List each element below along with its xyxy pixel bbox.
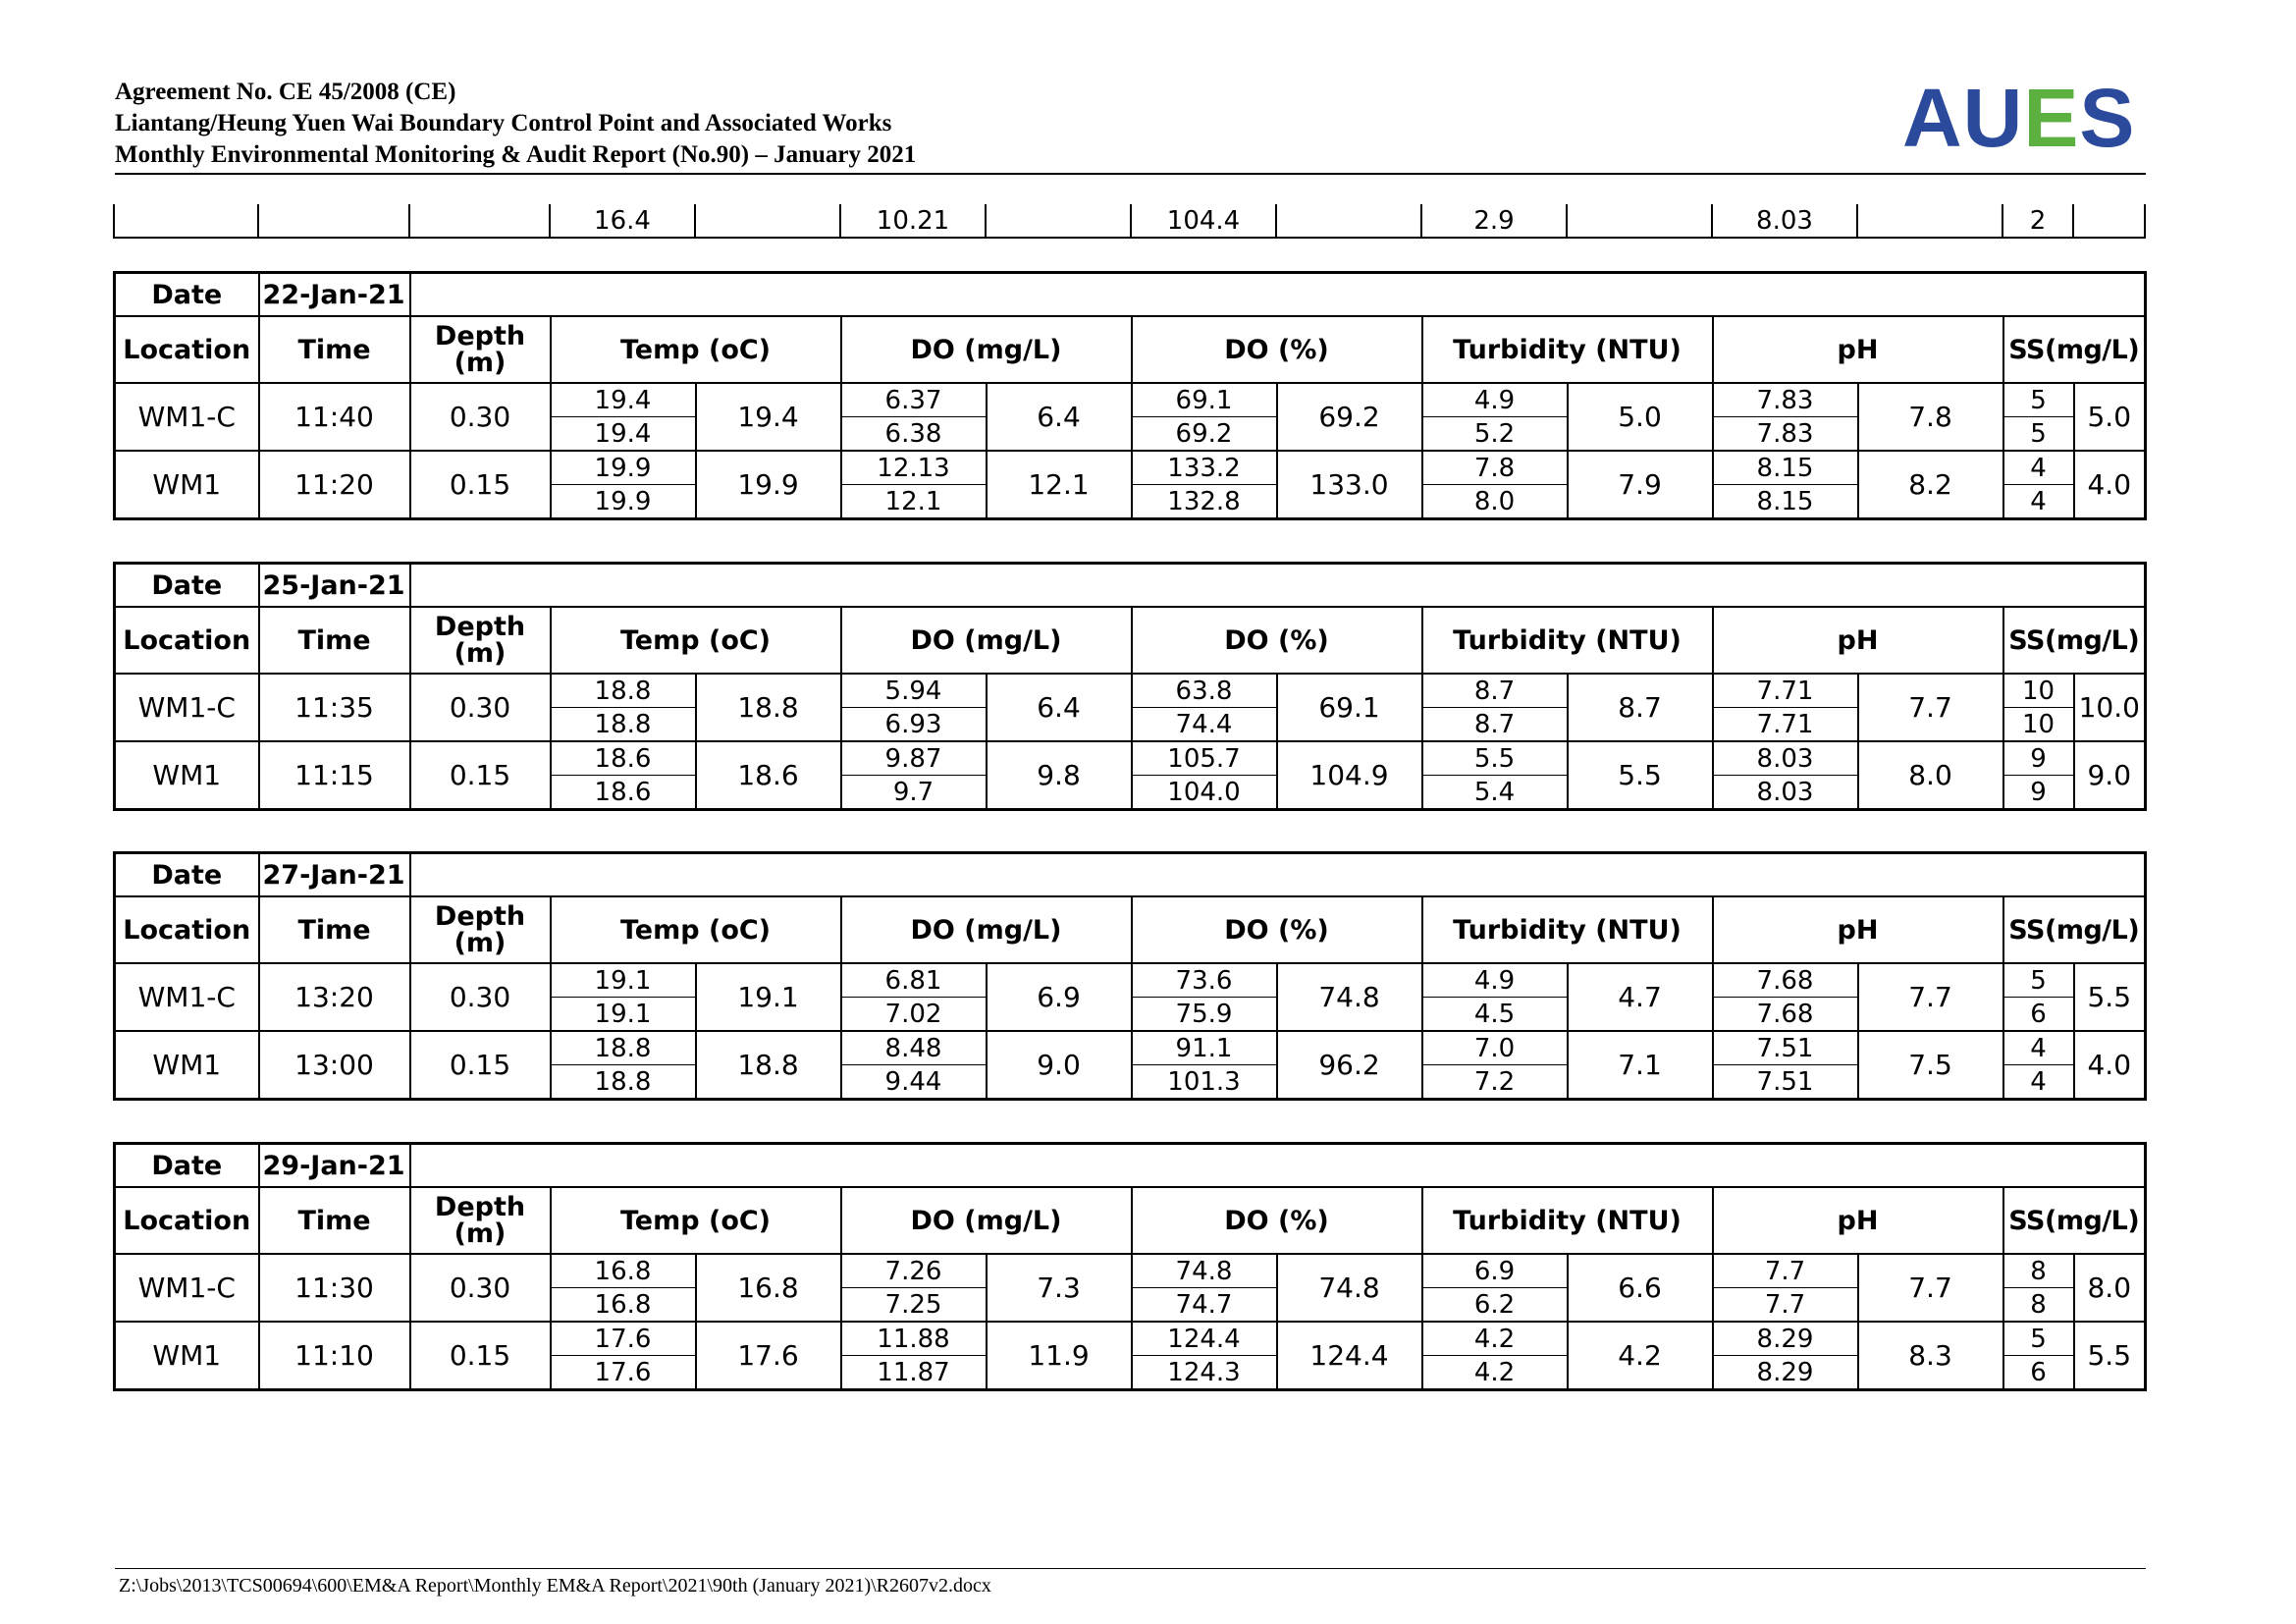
turbidity-header: Turbidity (NTU) xyxy=(1422,607,1713,674)
continuation-cell xyxy=(409,204,550,238)
do-pct-reading-1: 63.8 xyxy=(1132,674,1277,708)
measurement-row xyxy=(115,451,2146,485)
ss-reading-2: 6 xyxy=(2003,1356,2074,1390)
temp-reading-2: 18.8 xyxy=(551,708,696,742)
temp-reading-2: 18.6 xyxy=(551,776,696,810)
temp-reading-1: 18.8 xyxy=(551,674,696,708)
temp-reading-2: 19.1 xyxy=(551,998,696,1032)
do-pct-header: DO (%) xyxy=(1132,896,1422,963)
turbidity-reading-2: 8.0 xyxy=(1422,485,1568,519)
do-mgl-header: DO (mg/L) xyxy=(841,316,1132,383)
temp-header: Temp (oC) xyxy=(551,607,841,674)
do-pct-reading-2: 104.0 xyxy=(1132,776,1277,810)
do-pct-reading-2: 74.7 xyxy=(1132,1288,1277,1323)
ph-header: pH xyxy=(1713,316,2003,383)
do-pct-reading-1: 73.6 xyxy=(1132,963,1277,998)
temp-average: 16.8 xyxy=(696,1254,841,1322)
do-mgl-reading-2: 9.7 xyxy=(841,776,987,810)
do-mgl-reading-2: 12.1 xyxy=(841,485,987,519)
footer-file-path: Z:\Jobs\2013\TCS00694\600\EM&A Report\Monthly EM&A Report\2021\90th (January 2021)\R2607v2.docx xyxy=(119,1575,991,1597)
depth-header: Depth (m) xyxy=(410,896,551,963)
do-pct-reading-2: 75.9 xyxy=(1132,998,1277,1032)
ss-average: 10.0 xyxy=(2074,674,2146,741)
ss-average: 9.0 xyxy=(2074,741,2146,810)
do-pct-average: 104.9 xyxy=(1277,741,1422,810)
monitoring-table xyxy=(113,562,2147,811)
measurement-row xyxy=(115,1254,2146,1288)
turbidity-reading-1: 7.0 xyxy=(1422,1031,1568,1065)
continuation-cell xyxy=(1567,204,1712,238)
ss-reading-1: 5 xyxy=(2003,1322,2074,1356)
temp-reading-1: 19.4 xyxy=(551,383,696,417)
time-cell: 11:20 xyxy=(259,451,410,519)
ph-reading-2: 7.68 xyxy=(1713,998,1858,1032)
ph-reading-1: 7.71 xyxy=(1713,674,1858,708)
do-pct-reading-1: 74.8 xyxy=(1132,1254,1277,1288)
continuation-cell: 2 xyxy=(2002,204,2073,238)
depth-cell: 0.15 xyxy=(410,1031,551,1100)
turbidity-reading-2: 4.2 xyxy=(1422,1356,1568,1390)
location-cell: WM1 xyxy=(115,741,259,810)
turbidity-reading-1: 6.9 xyxy=(1422,1254,1568,1288)
do-pct-average: 69.2 xyxy=(1277,383,1422,451)
temp-reading-2: 19.9 xyxy=(551,485,696,519)
do-mgl-reading-1: 5.94 xyxy=(841,674,987,708)
measurement-row xyxy=(115,1322,2146,1356)
continuation-cell xyxy=(1857,204,2002,238)
ss-reading-1: 4 xyxy=(2003,451,2074,485)
time-header: Time xyxy=(259,607,410,674)
do-mgl-header: DO (mg/L) xyxy=(841,1187,1132,1254)
depth-header: Depth (m) xyxy=(410,316,551,383)
ph-average: 7.7 xyxy=(1858,674,2003,741)
do-pct-reading-1: 105.7 xyxy=(1132,741,1277,776)
do-pct-average: 74.8 xyxy=(1277,963,1422,1031)
date-value: 27-Jan-21 xyxy=(259,853,410,897)
continuation-cell: 16.4 xyxy=(550,204,695,238)
date-row xyxy=(115,1144,2146,1188)
do-pct-reading-2: 124.3 xyxy=(1132,1356,1277,1390)
temp-reading-2: 17.6 xyxy=(551,1356,696,1390)
monitoring-table xyxy=(113,1142,2147,1391)
turbidity-average: 7.1 xyxy=(1568,1031,1713,1100)
turbidity-header: Turbidity (NTU) xyxy=(1422,896,1713,963)
do-pct-reading-2: 69.2 xyxy=(1132,417,1277,452)
ss-header: SS(mg/L) xyxy=(2003,1187,2146,1254)
column-header-row xyxy=(115,1187,2146,1254)
turbidity-reading-1: 5.5 xyxy=(1422,741,1568,776)
turbidity-average: 4.2 xyxy=(1568,1322,1713,1390)
do-pct-reading-2: 101.3 xyxy=(1132,1065,1277,1100)
report-title: Monthly Environmental Monitoring & Audit Report (No.90) – January 2021 xyxy=(115,141,917,168)
header-rule xyxy=(115,173,2146,175)
temp-average: 17.6 xyxy=(696,1322,841,1390)
report-header xyxy=(115,77,916,171)
turbidity-reading-2: 6.2 xyxy=(1422,1288,1568,1323)
temp-reading-1: 16.8 xyxy=(551,1254,696,1288)
ss-average: 5.0 xyxy=(2074,383,2146,451)
ss-reading-2: 8 xyxy=(2003,1288,2074,1323)
do-mgl-average: 9.0 xyxy=(987,1031,1132,1100)
location-cell: WM1-C xyxy=(115,963,259,1031)
continuation-cell xyxy=(258,204,409,238)
agreement-number: Agreement No. CE 45/2008 (CE) xyxy=(115,79,456,105)
ph-average: 7.5 xyxy=(1858,1031,2003,1100)
ss-average: 5.5 xyxy=(2074,1322,2146,1390)
ph-reading-1: 7.7 xyxy=(1713,1254,1858,1288)
ph-reading-2: 7.7 xyxy=(1713,1288,1858,1323)
location-cell: WM1-C xyxy=(115,383,259,451)
do-pct-reading-2: 74.4 xyxy=(1132,708,1277,742)
location-cell: WM1-C xyxy=(115,674,259,741)
do-mgl-average: 6.4 xyxy=(987,674,1132,741)
depth-cell: 0.30 xyxy=(410,963,551,1031)
temp-reading-1: 19.1 xyxy=(551,963,696,998)
measurement-row xyxy=(115,741,2146,776)
continuation-cell xyxy=(986,204,1131,238)
continuation-cell xyxy=(1276,204,1421,238)
location-header: Location xyxy=(115,316,259,383)
time-header: Time xyxy=(259,1187,410,1254)
time-cell: 13:20 xyxy=(259,963,410,1031)
ss-reading-1: 5 xyxy=(2003,963,2074,998)
continuation-cell xyxy=(114,204,258,238)
ph-reading-2: 7.71 xyxy=(1713,708,1858,742)
ph-reading-1: 8.03 xyxy=(1713,741,1858,776)
temp-average: 18.6 xyxy=(696,741,841,810)
temp-average: 18.8 xyxy=(696,1031,841,1100)
ph-reading-2: 8.15 xyxy=(1713,485,1858,519)
temp-reading-2: 16.8 xyxy=(551,1288,696,1323)
date-row xyxy=(115,564,2146,608)
temp-header: Temp (oC) xyxy=(551,896,841,963)
location-header: Location xyxy=(115,896,259,963)
do-mgl-reading-2: 11.87 xyxy=(841,1356,987,1390)
depth-header: Depth (m) xyxy=(410,607,551,674)
ss-average: 4.0 xyxy=(2074,1031,2146,1100)
do-mgl-reading-1: 9.87 xyxy=(841,741,987,776)
turbidity-header: Turbidity (NTU) xyxy=(1422,316,1713,383)
temp-header: Temp (oC) xyxy=(551,316,841,383)
ph-average: 8.2 xyxy=(1858,451,2003,519)
temp-reading-2: 18.8 xyxy=(551,1065,696,1100)
ss-reading-2: 4 xyxy=(2003,485,2074,519)
depth-cell: 0.30 xyxy=(410,674,551,741)
temp-header: Temp (oC) xyxy=(551,1187,841,1254)
date-row-blank xyxy=(410,853,2146,897)
temp-reading-1: 19.9 xyxy=(551,451,696,485)
do-pct-average: 69.1 xyxy=(1277,674,1422,741)
do-mgl-reading-2: 6.38 xyxy=(841,417,987,452)
ph-average: 8.3 xyxy=(1858,1322,2003,1390)
date-label: Date xyxy=(115,853,259,897)
date-row-blank xyxy=(410,273,2146,317)
location-header: Location xyxy=(115,607,259,674)
temp-reading-2: 19.4 xyxy=(551,417,696,452)
temp-reading-1: 18.6 xyxy=(551,741,696,776)
ph-reading-1: 7.68 xyxy=(1713,963,1858,998)
ph-average: 8.0 xyxy=(1858,741,2003,810)
continuation-row xyxy=(114,204,2145,238)
turbidity-average: 4.7 xyxy=(1568,963,1713,1031)
temp-average: 19.9 xyxy=(696,451,841,519)
turbidity-reading-1: 7.8 xyxy=(1422,451,1568,485)
ss-reading-2: 4 xyxy=(2003,1065,2074,1100)
ph-reading-1: 8.29 xyxy=(1713,1322,1858,1356)
ph-header: pH xyxy=(1713,607,2003,674)
time-cell: 13:00 xyxy=(259,1031,410,1100)
do-mgl-reading-2: 6.93 xyxy=(841,708,987,742)
location-cell: WM1 xyxy=(115,1322,259,1390)
measurement-row xyxy=(115,383,2146,417)
ss-average: 5.5 xyxy=(2074,963,2146,1031)
do-mgl-reading-1: 6.37 xyxy=(841,383,987,417)
turbidity-average: 8.7 xyxy=(1568,674,1713,741)
column-header-row xyxy=(115,607,2146,674)
time-cell: 11:10 xyxy=(259,1322,410,1390)
time-cell: 11:30 xyxy=(259,1254,410,1322)
do-mgl-reading-1: 12.13 xyxy=(841,451,987,485)
ss-reading-2: 10 xyxy=(2003,708,2074,742)
time-cell: 11:40 xyxy=(259,383,410,451)
do-pct-header: DO (%) xyxy=(1132,1187,1422,1254)
continuation-cell: 104.4 xyxy=(1131,204,1276,238)
do-mgl-reading-2: 9.44 xyxy=(841,1065,987,1100)
continuation-cell: 2.9 xyxy=(1421,204,1567,238)
temp-average: 19.4 xyxy=(696,383,841,451)
depth-cell: 0.15 xyxy=(410,451,551,519)
do-mgl-average: 7.3 xyxy=(987,1254,1132,1322)
ph-reading-2: 7.51 xyxy=(1713,1065,1858,1100)
do-pct-reading-1: 133.2 xyxy=(1132,451,1277,485)
do-pct-average: 133.0 xyxy=(1277,451,1422,519)
turbidity-reading-1: 4.9 xyxy=(1422,963,1568,998)
depth-cell: 0.30 xyxy=(410,1254,551,1322)
do-pct-reading-1: 91.1 xyxy=(1132,1031,1277,1065)
date-value: 29-Jan-21 xyxy=(259,1144,410,1188)
measurement-row xyxy=(115,1031,2146,1065)
do-mgl-average: 6.4 xyxy=(987,383,1132,451)
do-pct-header: DO (%) xyxy=(1132,316,1422,383)
ss-average: 8.0 xyxy=(2074,1254,2146,1322)
ph-reading-2: 7.83 xyxy=(1713,417,1858,452)
do-mgl-header: DO (mg/L) xyxy=(841,896,1132,963)
temp-average: 18.8 xyxy=(696,674,841,741)
continuation-cell xyxy=(695,204,840,238)
turbidity-average: 5.0 xyxy=(1568,383,1713,451)
monitoring-table xyxy=(113,271,2147,520)
depth-header: Depth (m) xyxy=(410,1187,551,1254)
depth-cell: 0.15 xyxy=(410,1322,551,1390)
aues-logo: AUES xyxy=(1902,72,2136,164)
monitoring-table xyxy=(113,851,2147,1101)
ph-header: pH xyxy=(1713,896,2003,963)
time-header: Time xyxy=(259,896,410,963)
column-header-row xyxy=(115,316,2146,383)
continuation-row-table xyxy=(113,204,2146,239)
do-mgl-header: DO (mg/L) xyxy=(841,607,1132,674)
turbidity-average: 6.6 xyxy=(1568,1254,1713,1322)
time-header: Time xyxy=(259,316,410,383)
project-title: Liantang/Heung Yuen Wai Boundary Control Point and Associated Works xyxy=(115,110,892,136)
ss-reading-1: 8 xyxy=(2003,1254,2074,1288)
ph-reading-1: 7.51 xyxy=(1713,1031,1858,1065)
do-pct-average: 124.4 xyxy=(1277,1322,1422,1390)
ss-header: SS(mg/L) xyxy=(2003,316,2146,383)
ph-average: 7.7 xyxy=(1858,963,2003,1031)
location-cell: WM1-C xyxy=(115,1254,259,1322)
ph-reading-1: 7.83 xyxy=(1713,383,1858,417)
ph-average: 7.8 xyxy=(1858,383,2003,451)
time-cell: 11:15 xyxy=(259,741,410,810)
do-pct-reading-1: 124.4 xyxy=(1132,1322,1277,1356)
turbidity-reading-1: 4.9 xyxy=(1422,383,1568,417)
location-cell: WM1 xyxy=(115,1031,259,1100)
time-cell: 11:35 xyxy=(259,674,410,741)
do-mgl-reading-1: 6.81 xyxy=(841,963,987,998)
date-label: Date xyxy=(115,273,259,317)
do-mgl-average: 9.8 xyxy=(987,741,1132,810)
depth-cell: 0.15 xyxy=(410,741,551,810)
do-pct-average: 74.8 xyxy=(1277,1254,1422,1322)
do-pct-average: 96.2 xyxy=(1277,1031,1422,1100)
continuation-cell xyxy=(2073,204,2145,238)
ss-reading-1: 10 xyxy=(2003,674,2074,708)
ss-reading-2: 6 xyxy=(2003,998,2074,1032)
turbidity-average: 5.5 xyxy=(1568,741,1713,810)
ph-average: 7.7 xyxy=(1858,1254,2003,1322)
depth-cell: 0.30 xyxy=(410,383,551,451)
do-pct-reading-2: 132.8 xyxy=(1132,485,1277,519)
ss-reading-1: 5 xyxy=(2003,383,2074,417)
date-row-blank xyxy=(410,564,2146,608)
date-value: 25-Jan-21 xyxy=(259,564,410,608)
turbidity-reading-2: 8.7 xyxy=(1422,708,1568,742)
do-mgl-reading-1: 8.48 xyxy=(841,1031,987,1065)
do-mgl-average: 12.1 xyxy=(987,451,1132,519)
do-mgl-reading-2: 7.25 xyxy=(841,1288,987,1323)
ss-header: SS(mg/L) xyxy=(2003,607,2146,674)
do-mgl-reading-1: 11.88 xyxy=(841,1322,987,1356)
ss-reading-2: 9 xyxy=(2003,776,2074,810)
temp-reading-1: 17.6 xyxy=(551,1322,696,1356)
turbidity-reading-2: 4.5 xyxy=(1422,998,1568,1032)
ss-reading-2: 5 xyxy=(2003,417,2074,452)
do-pct-reading-1: 69.1 xyxy=(1132,383,1277,417)
measurement-row xyxy=(115,674,2146,708)
date-label: Date xyxy=(115,564,259,608)
measurement-row xyxy=(115,963,2146,998)
column-header-row xyxy=(115,896,2146,963)
turbidity-reading-1: 4.2 xyxy=(1422,1322,1568,1356)
ph-reading-2: 8.29 xyxy=(1713,1356,1858,1390)
date-row xyxy=(115,853,2146,897)
ph-reading-2: 8.03 xyxy=(1713,776,1858,810)
continuation-cell: 10.21 xyxy=(840,204,986,238)
footer-rule xyxy=(115,1568,2146,1569)
turbidity-header: Turbidity (NTU) xyxy=(1422,1187,1713,1254)
do-mgl-reading-2: 7.02 xyxy=(841,998,987,1032)
date-value: 22-Jan-21 xyxy=(259,273,410,317)
location-cell: WM1 xyxy=(115,451,259,519)
date-label: Date xyxy=(115,1144,259,1188)
do-mgl-average: 11.9 xyxy=(987,1322,1132,1390)
continuation-cell: 8.03 xyxy=(1712,204,1857,238)
temp-reading-1: 18.8 xyxy=(551,1031,696,1065)
turbidity-reading-2: 7.2 xyxy=(1422,1065,1568,1100)
turbidity-reading-2: 5.2 xyxy=(1422,417,1568,452)
do-pct-header: DO (%) xyxy=(1132,607,1422,674)
ss-header: SS(mg/L) xyxy=(2003,896,2146,963)
ss-reading-1: 4 xyxy=(2003,1031,2074,1065)
temp-average: 19.1 xyxy=(696,963,841,1031)
ss-reading-1: 9 xyxy=(2003,741,2074,776)
location-header: Location xyxy=(115,1187,259,1254)
do-mgl-average: 6.9 xyxy=(987,963,1132,1031)
turbidity-reading-2: 5.4 xyxy=(1422,776,1568,810)
ph-header: pH xyxy=(1713,1187,2003,1254)
date-row xyxy=(115,273,2146,317)
turbidity-reading-1: 8.7 xyxy=(1422,674,1568,708)
date-row-blank xyxy=(410,1144,2146,1188)
ph-reading-1: 8.15 xyxy=(1713,451,1858,485)
ss-average: 4.0 xyxy=(2074,451,2146,519)
turbidity-average: 7.9 xyxy=(1568,451,1713,519)
do-mgl-reading-1: 7.26 xyxy=(841,1254,987,1288)
